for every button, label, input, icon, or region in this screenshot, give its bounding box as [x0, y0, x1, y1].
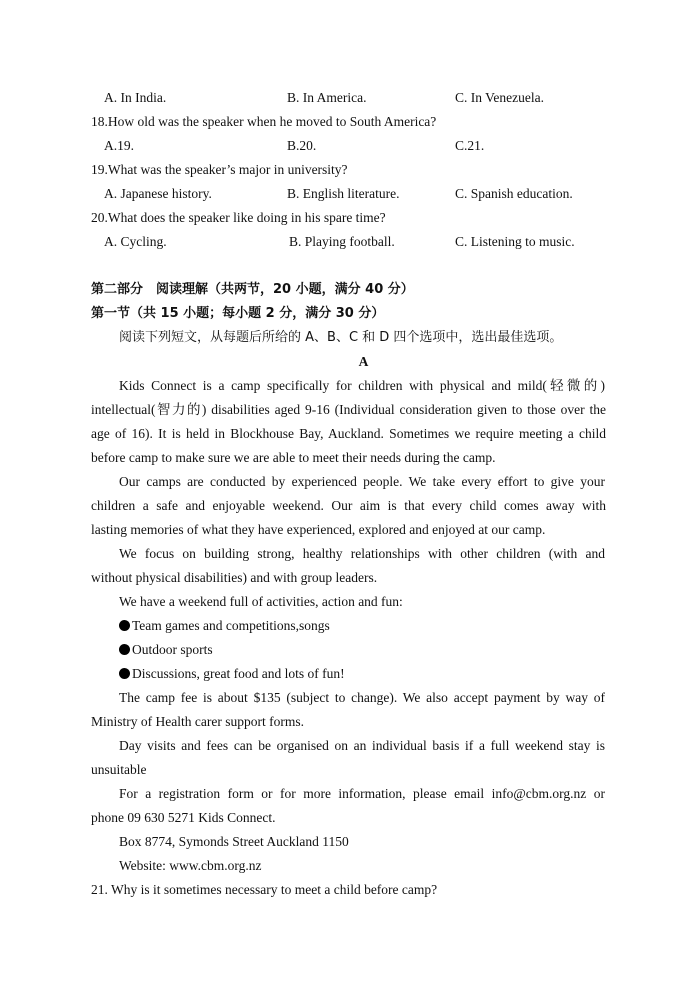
p5-line-2: Ministry of Health carer support forms. — [91, 714, 304, 729]
instruction: 阅读下列短文，从每题后所给的 A、B、C 和 D 四个选项中，选出最佳选项。 — [119, 330, 563, 345]
bullet-icon — [119, 620, 130, 631]
p2-line-2: children a safe and enjoyable weekend. Our aim is that every child comes away with — [91, 498, 606, 513]
q17-option-a: A. In India. — [104, 90, 167, 105]
p1-line-3: age of 16). It is held in Blockhouse Bay, Auckland. Sometimes we require meeting a child — [91, 426, 606, 441]
address: Box 8774, Symonds Street Auckland 1150 — [119, 834, 349, 849]
p3-line-1: We focus on building strong, healthy relationships with other children (with and — [119, 546, 605, 561]
bullet-icon — [119, 668, 130, 679]
p1-line-2: intellectual(智力的) disabilities aged 9-16 (Individual consideration given to those over the — [91, 402, 606, 417]
bullet-text: Discussions, great food and lots of fun! — [132, 666, 345, 681]
q20-question: 20.What does the speaker like doing in his spare time? — [91, 210, 386, 225]
q18-option-b: B.20. — [287, 138, 317, 153]
website: Website: www.cbm.org.nz — [119, 858, 262, 873]
p6-line-2: unsuitable — [91, 762, 147, 777]
bullet-text: Outdoor sports — [132, 642, 213, 657]
q20-option-a: A. Cycling. — [104, 234, 167, 249]
p1-line-4: before camp to make sure we are able to meet their needs during the camp. — [91, 450, 496, 465]
p7-line-1: For a registration form or for more information, please email info@cbm.org.nz or — [119, 786, 605, 801]
section1-heading: 第一节（共 15 小题；每小题 2 分，满分 30 分） — [91, 306, 385, 321]
p6-line-1: Day visits and fees can be organised on an individual basis if a full weekend stay is — [119, 738, 605, 753]
p4-line: We have a weekend full of activities, action and fun: — [119, 594, 403, 609]
bullet-item — [119, 614, 634, 638]
q17-option-c: C. In Venezuela. — [455, 90, 544, 105]
bullet-item — [119, 662, 634, 686]
q17-option-b: B. In America. — [287, 90, 367, 105]
q19-option-c: C. Spanish education. — [455, 186, 573, 201]
p5-line-1: The camp fee is about $135 (subject to change). We also accept payment by way of — [119, 690, 605, 705]
q18-question: 18.How old was the speaker when he moved to South America? — [91, 114, 437, 129]
p2-line-1: Our camps are conducted by experienced people. We take every effort to give your — [119, 474, 605, 489]
part2-heading: 第二部分 阅读理解（共两节，20 小题，满分 40 分） — [91, 282, 414, 297]
q19-option-a: A. Japanese history. — [104, 186, 212, 201]
bullet-item — [119, 638, 634, 662]
p3-line-2: without physical disabilities) and with group leaders. — [91, 570, 378, 585]
q19-option-b: B. English literature. — [287, 186, 400, 201]
q18-option-c: C.21. — [455, 138, 485, 153]
q18-option-a: A.19. — [104, 138, 134, 153]
p7-line-2: phone 09 630 5271 Kids Connect. — [91, 810, 276, 825]
q20-option-b: B. Playing football. — [289, 234, 395, 249]
q19-question: 19.What was the speaker’s major in university? — [91, 162, 348, 177]
q20-option-c: C. Listening to music. — [455, 234, 575, 249]
q21-question: 21. Why is it sometimes necessary to meet a child before camp? — [91, 882, 438, 897]
p1-line-1: Kids Connect is a camp specifically for children with physical and mild(轻微的) — [119, 378, 605, 393]
p2-line-3: lasting memories of what they have experienced, explored and enjoyed at our camp. — [91, 522, 546, 537]
bullet-text: Team games and competitions,songs — [132, 618, 330, 633]
bullet-icon — [119, 644, 130, 655]
passage-label: A — [358, 354, 369, 369]
